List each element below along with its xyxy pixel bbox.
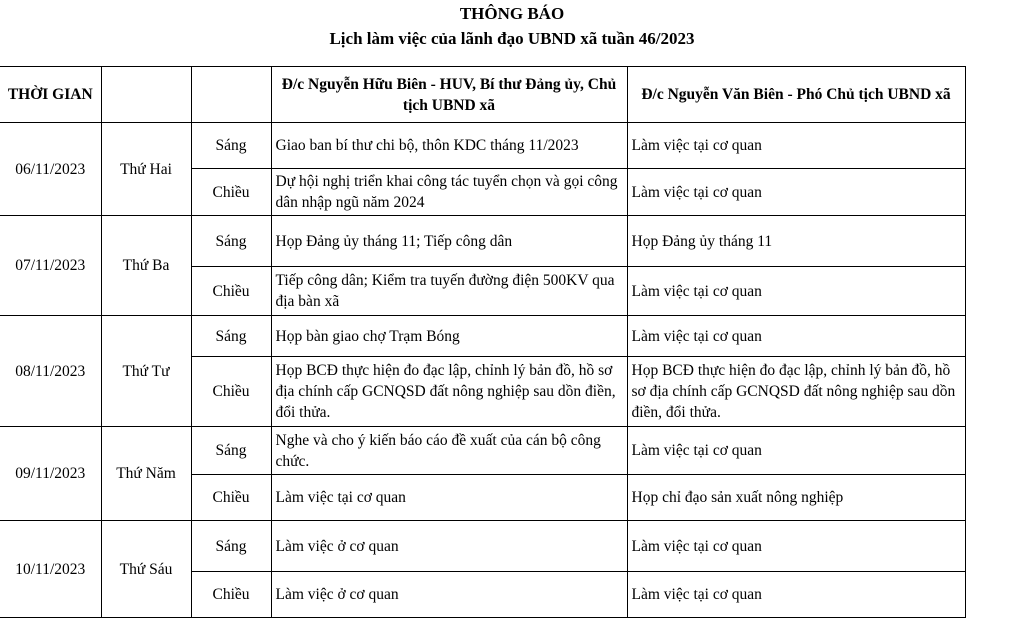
- leader2-task: Làm việc tại cơ quan: [627, 521, 965, 572]
- leader2-task: Làm việc tại cơ quan: [627, 572, 965, 618]
- leader1-task: Họp BCĐ thực hiện đo đạc lập, chỉnh lý bản đồ, hồ sơ địa chính cấp GCNQSD đất nông nghiệp sau dồn điền, đổi thửa.: [271, 357, 627, 427]
- leader2-task: Làm việc tại cơ quan: [627, 169, 965, 216]
- session-cell: Sáng: [191, 216, 271, 267]
- weekday-cell: Thứ Tư: [101, 316, 191, 427]
- date-cell: 07/11/2023: [0, 216, 101, 316]
- notice-title: THÔNG BÁO: [459, 4, 565, 23]
- header-row: [0, 67, 965, 123]
- leader1-task: Làm việc tại cơ quan: [271, 475, 627, 521]
- leader2-task: Họp Đảng ủy tháng 11: [627, 216, 965, 267]
- leader2-task: Làm việc tại cơ quan: [627, 427, 965, 475]
- leader2-task: Làm việc tại cơ quan: [627, 267, 965, 316]
- session-cell: Chiều: [191, 169, 271, 216]
- session-cell: Sáng: [191, 123, 271, 169]
- header-leader2: Đ/c Nguyễn Văn Biên - Phó Chủ tịch UBND xã: [627, 67, 965, 123]
- session-cell: Chiều: [191, 357, 271, 427]
- date-cell: 06/11/2023: [0, 123, 101, 216]
- notice-subtitle: Lịch làm việc của lãnh đạo UBND xã tuần 46/2023: [329, 29, 695, 48]
- table-row: [0, 216, 965, 267]
- leader1-task: Tiếp công dân; Kiểm tra tuyến đường điện 500KV qua địa bàn xã: [271, 267, 627, 316]
- table-row: [0, 316, 965, 357]
- leader1-task: Họp bàn giao chợ Trạm Bóng: [271, 316, 627, 357]
- leader1-task: Làm việc ở cơ quan: [271, 572, 627, 618]
- leader1-task: Dự hội nghị triển khai công tác tuyển chọn và gọi công dân nhập ngũ năm 2024: [271, 169, 627, 216]
- leader2-task: Làm việc tại cơ quan: [627, 316, 965, 357]
- header-leader1: Đ/c Nguyễn Hữu Biên - HUV, Bí thư Đảng ủy, Chủ tịch UBND xã: [271, 67, 627, 123]
- weekday-cell: Thứ Ba: [101, 216, 191, 316]
- date-cell: 10/11/2023: [0, 521, 101, 618]
- leader1-task: Nghe và cho ý kiến báo cáo đề xuất của cán bộ công chức.: [271, 427, 627, 475]
- leader1-task: Làm việc ở cơ quan: [271, 521, 627, 572]
- table-row: [0, 427, 965, 475]
- table-row: [0, 123, 965, 169]
- leader2-task: Họp BCĐ thực hiện đo đạc lập, chỉnh lý bản đồ, hồ sơ địa chính cấp GCNQSD đất nông nghiệp sau dồn điền, đổi thửa.: [627, 357, 965, 427]
- leader1-task: Giao ban bí thư chi bộ, thôn KDC tháng 11/2023: [271, 123, 627, 169]
- session-cell: Sáng: [191, 521, 271, 572]
- session-cell: Sáng: [191, 427, 271, 475]
- date-cell: 09/11/2023: [0, 427, 101, 521]
- weekday-cell: Thứ Năm: [101, 427, 191, 521]
- date-cell: 08/11/2023: [0, 316, 101, 427]
- session-cell: Chiều: [191, 475, 271, 521]
- session-cell: Chiều: [191, 572, 271, 618]
- table-row: [0, 521, 965, 572]
- leader2-task: Họp chỉ đạo sản xuất nông nghiệp: [627, 475, 965, 521]
- header-time: THỜI GIAN: [0, 67, 101, 123]
- session-cell: Chiều: [191, 267, 271, 316]
- session-cell: Sáng: [191, 316, 271, 357]
- header-session: [191, 67, 271, 123]
- weekday-cell: Thứ Hai: [101, 123, 191, 216]
- leader2-task: Làm việc tại cơ quan: [627, 123, 965, 169]
- leader1-task: Họp Đảng ủy tháng 11; Tiếp công dân: [271, 216, 627, 267]
- weekday-cell: Thứ Sáu: [101, 521, 191, 618]
- header-weekday: [101, 67, 191, 123]
- schedule-table: [0, 66, 966, 618]
